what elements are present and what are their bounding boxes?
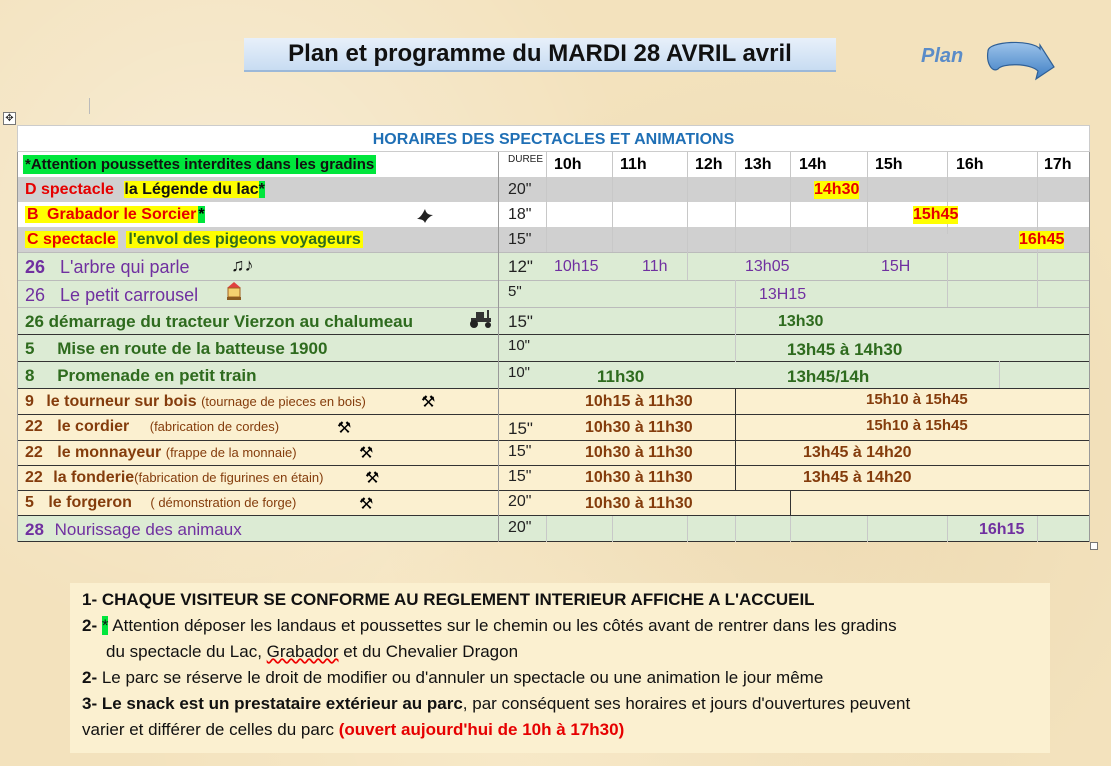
row-star: * (258, 181, 265, 198)
row-duration: 12" (508, 257, 533, 276)
table-move-handle-icon[interactable]: ✥ (3, 112, 16, 125)
hour-17: 17h (1044, 156, 1072, 173)
row-name: Grabador le Sorcier (47, 206, 197, 223)
note-1 (82, 587, 1038, 613)
row-code: C spectacle (27, 231, 116, 248)
row-detail: ( démonstration de forge) (150, 495, 297, 510)
row-code: D spectacle (25, 181, 114, 198)
row-duration: 15" (508, 312, 533, 331)
row-name: la Légende du lac (124, 181, 259, 198)
col-line (867, 152, 868, 252)
row-name: le forgeron (48, 494, 132, 511)
show-time: 13h45 à 14h30 (787, 340, 903, 359)
col-line (546, 516, 547, 542)
row-name: démarrage du tracteur Vierzon au chalumeau (48, 312, 414, 331)
craftsman-icon: ⚒ (359, 496, 374, 513)
row-duration: 20" (508, 181, 532, 198)
show-time: 13h05 (745, 258, 790, 275)
hour-15: 15h (875, 156, 903, 173)
row-duration: 20" (508, 493, 532, 510)
row-name: le tourneur sur bois (46, 393, 197, 410)
col-line (790, 491, 791, 516)
row-duration: 10" (508, 337, 531, 354)
note-number: 2- (82, 668, 98, 687)
show-time: 13h30 (778, 313, 824, 330)
note-number: 1- (82, 590, 98, 609)
row-duration: 15" (508, 231, 532, 248)
table-row (25, 393, 366, 411)
show-time: 10h15 (554, 258, 599, 275)
col-line (498, 152, 499, 542)
row-duration: 10" (508, 364, 531, 381)
col-line (687, 516, 688, 542)
col-line (735, 280, 736, 362)
row-number: 22 (25, 444, 43, 461)
hour-14: 14h (799, 156, 827, 173)
row-name: Nourissage des animaux (54, 520, 242, 539)
show-time: 11h (642, 258, 668, 275)
note-4-cont (82, 717, 1038, 743)
row-number: 22 (25, 418, 43, 435)
show-time: 13h45 à 14h20 (803, 444, 912, 461)
show-time: 16h45 (1019, 231, 1065, 248)
show-time: 11h30 (597, 367, 645, 386)
row-name: la fonderie (53, 469, 135, 486)
table-row (25, 181, 265, 199)
row-number: 26 (25, 285, 46, 305)
row-number: 5 (25, 494, 34, 511)
note-number: 2- (82, 616, 98, 635)
show-time: 15H (881, 258, 911, 275)
show-time: 15h10 à 15h45 (866, 391, 968, 408)
col-line (947, 252, 948, 307)
row-detail: (tournage de pieces en bois) (201, 394, 366, 409)
table-row (25, 444, 297, 462)
row-detail: (frappe de la monnaie) (165, 445, 297, 460)
page-title-text: Plan et programme du MARDI 28 AVRIL avril (288, 40, 792, 67)
row-number: 26 (25, 257, 46, 277)
table-row (25, 494, 296, 512)
table-row (25, 312, 413, 332)
row-number: 9 (25, 393, 34, 410)
row-code: B (27, 206, 39, 223)
col-line (612, 516, 613, 542)
row-duration: 15" (508, 468, 532, 485)
note-text: Le parc se réserve le droit de modifier ou d'annuler un spectacle ou une animation le jour même (97, 668, 824, 687)
table-row (25, 520, 242, 540)
hour-11: 11h (620, 156, 647, 173)
table-row (25, 257, 190, 278)
col-line (612, 152, 613, 252)
col-line (735, 516, 736, 542)
show-time: 13H15 (759, 286, 807, 303)
note-2 (82, 613, 1038, 639)
craftsman-icon: ⚒ (421, 394, 436, 411)
note-text: CHAQUE VISITEUR SE CONFORME AU REGLEMENT INTERIEUR AFFICHE A L'ACCUEIL (101, 590, 815, 609)
duree-header: DUREE (508, 154, 544, 165)
hour-10: 10h (554, 156, 582, 173)
row-name: Promenade en petit train (57, 366, 257, 385)
table-row (25, 418, 279, 436)
table-row (25, 285, 198, 306)
craftsman-icon: ⚒ (337, 420, 352, 437)
row-number: 26 (25, 312, 44, 331)
tractor-icon (467, 309, 495, 329)
note-3 (82, 665, 1038, 691)
row-duration: 5" (508, 283, 522, 300)
row-name: le monnayeur (57, 444, 162, 461)
table-row (25, 339, 327, 359)
text-caret (89, 98, 90, 114)
note-4 (82, 691, 1038, 717)
row-number: 22 (25, 469, 43, 486)
row-detail: (fabrication de cordes) (149, 419, 280, 434)
hour-13: 13h (744, 156, 772, 173)
note-2-cont (82, 639, 1038, 665)
col-line (546, 152, 547, 252)
show-time: 10h30 à 11h30 (585, 444, 693, 461)
note-text: Grabador (266, 642, 339, 661)
row-number: 5 (25, 339, 35, 358)
col-line (790, 152, 791, 252)
show-time: 10h30 à 11h30 (585, 469, 693, 486)
row-name: Mise en route de la batteuse 1900 (57, 339, 328, 358)
show-time: 10h15 à 11h30 (585, 393, 693, 410)
page-title (244, 38, 836, 72)
show-time: 13h45 à 14h20 (803, 469, 912, 486)
table-row (25, 366, 257, 386)
table-row (25, 206, 205, 224)
note-text: (ouvert aujourd'hui de 10h à 17h30) (338, 720, 625, 739)
pigeon-icon (415, 207, 435, 225)
note-text: et du Chevalier Dragon (338, 642, 519, 661)
col-line (735, 152, 736, 252)
table-row (25, 469, 324, 487)
curved-arrow-icon[interactable] (982, 37, 1058, 87)
col-line (687, 152, 688, 280)
music-notes-icon: ♫♪ (231, 255, 254, 275)
row-number: 28 (25, 520, 44, 539)
note-text: du spectacle du Lac, (106, 642, 267, 661)
col-line (947, 516, 948, 542)
col-line (1037, 152, 1038, 307)
table-row (25, 231, 363, 249)
table-title: HORAIRES DES SPECTACLES ET ANIMATIONS (17, 125, 1090, 152)
note-text: varier et différer de celles du parc (82, 720, 339, 739)
row-duration: 15" (508, 443, 532, 460)
col-line (1037, 516, 1038, 542)
row-name: le cordier (57, 418, 130, 435)
table-resize-handle[interactable] (1090, 542, 1098, 550)
show-time: 15h45 (913, 206, 959, 223)
note-text: , par conséquent ses horaires et jours d'ouvertures peuvent (462, 694, 911, 713)
row-duration: 15" (508, 419, 533, 438)
row-name: Le petit carrousel (60, 285, 199, 305)
note-number: 3- (82, 694, 98, 713)
note-text: Attention déposer les landaus et poussettes sur le chemin ou les côtés avant de rentrer dans les gradins (108, 616, 897, 635)
row-duration: 20" (508, 519, 532, 536)
note-text: Le snack est un prestataire extérieur au parc (97, 694, 463, 713)
carousel-icon (225, 281, 243, 301)
col-line (867, 516, 868, 542)
note-star: * (101, 616, 109, 635)
row-number: 8 (25, 366, 35, 385)
show-time: 14h30 (814, 181, 860, 198)
hour-16: 16h (956, 156, 984, 173)
attention-note: *Attention poussettes interdites dans les gradins (25, 156, 375, 173)
show-time: 15h10 à 15h45 (866, 417, 968, 434)
schedule-table (17, 125, 1090, 542)
col-line (735, 388, 736, 491)
craftsman-icon: ⚒ (359, 445, 374, 462)
notes-box (70, 583, 1050, 753)
row-name: L'arbre qui parle (60, 257, 190, 277)
craftsman-icon: ⚒ (365, 470, 380, 487)
col-line (999, 361, 1000, 388)
show-time: 16h15 (979, 521, 1025, 538)
row-duration: 18" (508, 206, 532, 223)
hour-12: 12h (695, 156, 723, 173)
row-star: * (198, 206, 205, 223)
plan-link[interactable]: Plan (921, 45, 964, 67)
col-line (790, 516, 791, 542)
show-time: 13h45/14h (787, 367, 870, 386)
row-detail: (fabrication de figurines en étain) (134, 470, 324, 485)
row-name: l'envol des pigeons voyageurs (128, 231, 361, 248)
show-time: 10h30 à 11h30 (585, 495, 693, 512)
show-time: 10h30 à 11h30 (585, 419, 693, 436)
